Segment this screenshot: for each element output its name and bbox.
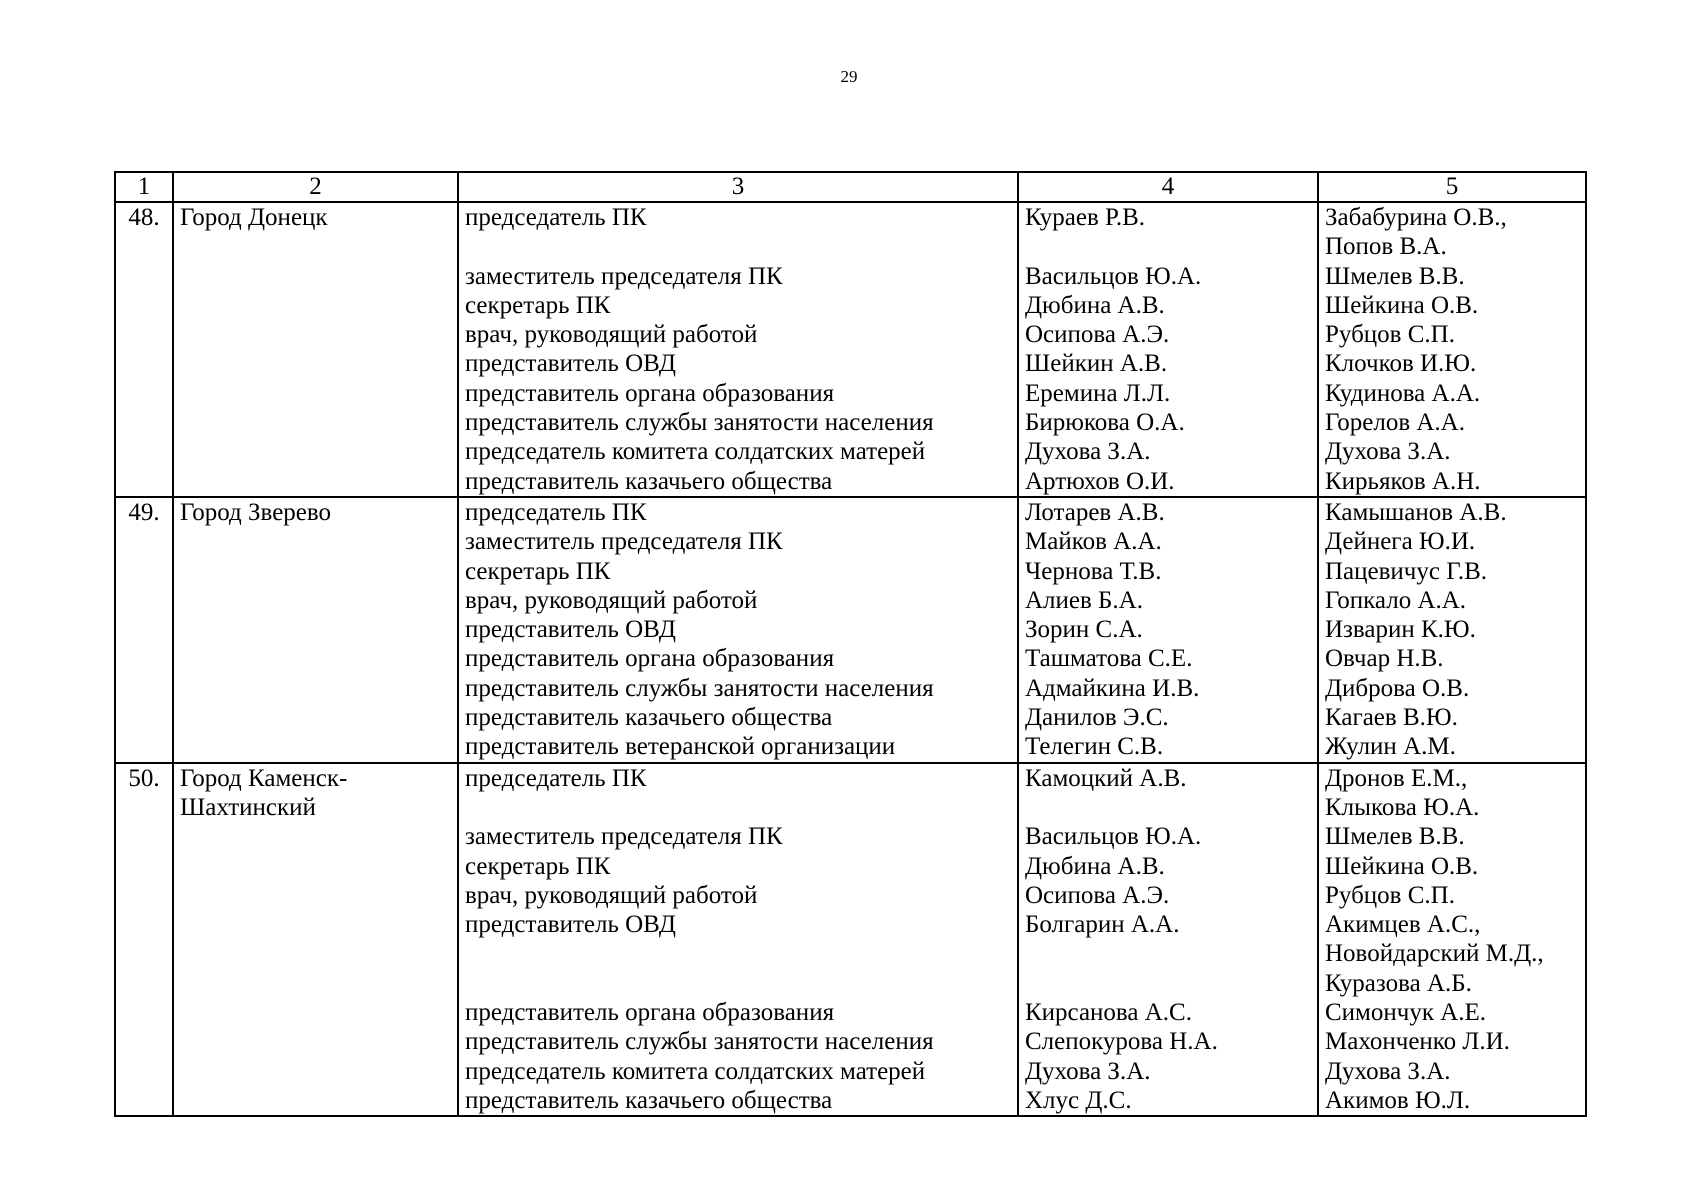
role-text: представитель казачьего общества bbox=[465, 704, 833, 732]
member-entry bbox=[1025, 408, 1311, 437]
header-cell-5: 5 bbox=[1318, 172, 1586, 202]
member-entry bbox=[1025, 498, 1311, 527]
reserve-entry bbox=[1325, 1086, 1579, 1115]
role-text: представитель ОВД bbox=[465, 616, 676, 644]
member-name: Кураев Р.В. bbox=[1025, 204, 1145, 231]
reserve-name: Шейкина О.В. bbox=[1325, 852, 1479, 880]
reserve-name: Пацевичус Г.В. bbox=[1325, 557, 1488, 585]
row-number-cell: 49. bbox=[115, 497, 173, 763]
member-entry bbox=[1025, 998, 1311, 1027]
role-entry bbox=[465, 732, 1011, 761]
reserve-entry bbox=[1325, 703, 1579, 732]
table-row bbox=[115, 497, 1586, 763]
city-name-line: Город Донецк bbox=[180, 204, 328, 231]
reserve-name: Шмелев В.В. bbox=[1325, 823, 1465, 851]
reserve-name: Забабурина О.В., bbox=[1325, 204, 1507, 231]
city-cell bbox=[173, 763, 458, 1117]
member-cell bbox=[1018, 497, 1318, 763]
member-name: Шейкин А.В. bbox=[1025, 350, 1168, 378]
header-row bbox=[115, 172, 1586, 202]
role-entry bbox=[465, 379, 1011, 408]
reserve-entry bbox=[1325, 998, 1579, 1027]
reserve-name: Клочков И.Ю. bbox=[1325, 350, 1477, 378]
reserve-name: Жулин А.М. bbox=[1325, 733, 1456, 761]
role-text: представитель ОВД bbox=[465, 350, 676, 378]
reserve-entry bbox=[1325, 881, 1579, 910]
role-text: заместитель председателя ПК bbox=[465, 262, 783, 290]
member-name: Васильцов Ю.А. bbox=[1025, 823, 1202, 851]
reserve-entry bbox=[1325, 320, 1579, 349]
reserve-name: Кагаев В.Ю. bbox=[1325, 704, 1458, 732]
member-name: Майков А.А. bbox=[1025, 528, 1162, 556]
role-entry bbox=[465, 910, 1011, 998]
member-name: Адмайкина И.В. bbox=[1025, 674, 1200, 702]
role-text: представитель органа образования bbox=[465, 379, 835, 407]
city-cell bbox=[173, 497, 458, 763]
reserve-name: Новойдарский М.Д., bbox=[1325, 940, 1544, 968]
reserve-entry bbox=[1325, 557, 1579, 586]
role-entry bbox=[465, 203, 1011, 262]
role-entry bbox=[465, 498, 1011, 527]
reserve-name: Клыкова Ю.А. bbox=[1325, 793, 1480, 821]
role-text: секретарь ПК bbox=[465, 557, 611, 585]
reserve-name: Дейнега Ю.И. bbox=[1325, 528, 1476, 556]
role-entry bbox=[465, 703, 1011, 732]
role-text: врач, руководящий работой bbox=[465, 321, 758, 349]
reserve-entry bbox=[1325, 615, 1579, 644]
reserve-entry bbox=[1325, 437, 1579, 466]
role-entry bbox=[465, 1057, 1011, 1086]
reserve-entry bbox=[1325, 408, 1579, 437]
member-entry bbox=[1025, 262, 1311, 291]
role-entry bbox=[465, 586, 1011, 615]
reserve-entry bbox=[1325, 527, 1579, 556]
row-number-cell: 50. bbox=[115, 763, 173, 1117]
reserve-name: Овчар Н.В. bbox=[1325, 645, 1444, 673]
member-name: Дюбина А.В. bbox=[1025, 852, 1165, 880]
role-text: представитель службы занятости населения bbox=[465, 1028, 934, 1056]
member-entry bbox=[1025, 291, 1311, 320]
role-text: секретарь ПК bbox=[465, 852, 611, 880]
table-body bbox=[115, 202, 1586, 1116]
member-entry bbox=[1025, 644, 1311, 673]
role-text: представитель казачьего общества bbox=[465, 1086, 833, 1114]
member-name: Камоцкий А.В. bbox=[1025, 764, 1187, 792]
role-text: председатель ПК bbox=[465, 204, 647, 231]
reserve-name: Кирьяков А.Н. bbox=[1325, 467, 1481, 495]
commission-table bbox=[114, 171, 1587, 1117]
reserve-entry bbox=[1325, 586, 1579, 615]
role-text: председатель комитета солдатских матерей bbox=[465, 1057, 926, 1085]
role-text: представитель казачьего общества bbox=[465, 467, 833, 495]
reserve-name: Изварин К.Ю. bbox=[1325, 616, 1476, 644]
table-row bbox=[115, 763, 1586, 1117]
role-text: заместитель председателя ПК bbox=[465, 823, 783, 851]
member-entry bbox=[1025, 674, 1311, 703]
reserve-name: Шмелев В.В. bbox=[1325, 262, 1465, 290]
reserve-name: Попов В.А. bbox=[1325, 233, 1447, 261]
city-name-line: Шахтинский bbox=[180, 793, 316, 821]
reserve-entry bbox=[1325, 498, 1579, 527]
role-text: представитель ветеранской организации bbox=[465, 733, 896, 761]
member-name: Болгарин А.А. bbox=[1025, 911, 1180, 939]
reserve-name: Рубцов С.П. bbox=[1325, 321, 1455, 349]
role-text: председатель ПК bbox=[465, 498, 647, 526]
role-entry bbox=[465, 615, 1011, 644]
role-entry bbox=[465, 1027, 1011, 1056]
reserve-entry bbox=[1325, 764, 1579, 823]
reserve-name: Гопкало А.А. bbox=[1325, 586, 1467, 614]
role-entry bbox=[465, 852, 1011, 881]
reserve-name: Махонченко Л.И. bbox=[1325, 1028, 1510, 1056]
member-name: Васильцов Ю.А. bbox=[1025, 262, 1202, 290]
reserve-name: Рубцов С.П. bbox=[1325, 881, 1455, 909]
role-text: представитель службы занятости населения bbox=[465, 409, 934, 437]
role-text: секретарь ПК bbox=[465, 291, 611, 319]
city-cell bbox=[173, 202, 458, 497]
role-entry bbox=[465, 320, 1011, 349]
member-entry bbox=[1025, 910, 1311, 998]
member-name: Чернова Т.В. bbox=[1025, 557, 1162, 585]
member-entry bbox=[1025, 557, 1311, 586]
member-name: Дюбина А.В. bbox=[1025, 291, 1165, 319]
role-entry bbox=[465, 408, 1011, 437]
member-name: Ташматова С.Е. bbox=[1025, 645, 1193, 673]
member-name: Духова З.А. bbox=[1025, 438, 1151, 466]
member-entry bbox=[1025, 852, 1311, 881]
role-cell bbox=[458, 202, 1018, 497]
city-name-line: Город Каменск- bbox=[180, 764, 348, 792]
member-name: Бирюкова О.А. bbox=[1025, 409, 1185, 437]
member-name: Телегин С.В. bbox=[1025, 733, 1164, 761]
role-text: представитель службы занятости населения bbox=[465, 674, 934, 702]
role-entry bbox=[465, 349, 1011, 378]
member-entry bbox=[1025, 349, 1311, 378]
member-name: Слепокурова Н.А. bbox=[1025, 1028, 1218, 1056]
role-text: председатель ПК bbox=[465, 764, 647, 792]
reserve-cell bbox=[1318, 763, 1586, 1117]
member-entry bbox=[1025, 467, 1311, 496]
reserve-entry bbox=[1325, 852, 1579, 881]
role-entry bbox=[465, 437, 1011, 466]
member-entry bbox=[1025, 703, 1311, 732]
role-entry bbox=[465, 644, 1011, 673]
reserve-entry bbox=[1325, 732, 1579, 761]
reserve-cell bbox=[1318, 497, 1586, 763]
role-entry bbox=[465, 998, 1011, 1027]
header-cell-3: 3 bbox=[458, 172, 1018, 202]
member-name: Духова З.А. bbox=[1025, 1057, 1151, 1085]
member-entry bbox=[1025, 437, 1311, 466]
reserve-entry bbox=[1325, 467, 1579, 496]
reserve-name: Диброва О.В. bbox=[1325, 674, 1470, 702]
member-entry bbox=[1025, 1057, 1311, 1086]
role-entry bbox=[465, 291, 1011, 320]
reserve-name: Акимов Ю.Л. bbox=[1325, 1086, 1471, 1114]
role-text: представитель органа образования bbox=[465, 645, 835, 673]
reserve-name: Куразова А.Б. bbox=[1325, 969, 1472, 997]
member-entry bbox=[1025, 881, 1311, 910]
member-entry bbox=[1025, 320, 1311, 349]
reserve-name: Дронов Е.М., bbox=[1325, 764, 1468, 792]
role-entry bbox=[465, 822, 1011, 851]
member-cell bbox=[1018, 202, 1318, 497]
role-cell bbox=[458, 497, 1018, 763]
reserve-cell bbox=[1318, 202, 1586, 497]
member-entry bbox=[1025, 203, 1311, 262]
member-entry bbox=[1025, 764, 1311, 823]
role-entry bbox=[465, 764, 1011, 823]
reserve-name: Шейкина О.В. bbox=[1325, 291, 1479, 319]
role-text: представитель ОВД bbox=[465, 911, 676, 939]
reserve-name: Горелов А.А. bbox=[1325, 409, 1465, 437]
reserve-name: Акимцев А.С., bbox=[1325, 911, 1481, 939]
reserve-entry bbox=[1325, 1057, 1579, 1086]
member-name: Еремина Л.Л. bbox=[1025, 379, 1171, 407]
member-name: Артюхов О.И. bbox=[1025, 467, 1175, 495]
role-entry bbox=[465, 557, 1011, 586]
reserve-entry bbox=[1325, 1027, 1579, 1056]
reserve-entry bbox=[1325, 379, 1579, 408]
role-text: врач, руководящий работой bbox=[465, 586, 758, 614]
role-entry bbox=[465, 527, 1011, 556]
member-entry bbox=[1025, 379, 1311, 408]
reserve-entry bbox=[1325, 203, 1579, 262]
member-entry bbox=[1025, 732, 1311, 761]
page-number: 29 bbox=[840, 67, 858, 86]
member-name: Осипова А.Э. bbox=[1025, 881, 1170, 909]
reserve-name: Духова З.А. bbox=[1325, 438, 1451, 466]
role-entry bbox=[465, 467, 1011, 496]
role-entry bbox=[465, 1086, 1011, 1115]
role-text: врач, руководящий работой bbox=[465, 881, 758, 909]
role-entry bbox=[465, 881, 1011, 910]
role-entry bbox=[465, 262, 1011, 291]
member-name: Осипова А.Э. bbox=[1025, 321, 1170, 349]
reserve-name: Духова З.А. bbox=[1325, 1057, 1451, 1085]
reserve-name: Симончук А.Е. bbox=[1325, 999, 1487, 1027]
member-name: Кирсанова А.С. bbox=[1025, 999, 1192, 1027]
role-text: председатель комитета солдатских матерей bbox=[465, 438, 926, 466]
member-name: Лотарев А.В. bbox=[1025, 498, 1165, 526]
member-name: Зорин С.А. bbox=[1025, 616, 1143, 644]
header-cell-2: 2 bbox=[173, 172, 458, 202]
role-entry bbox=[465, 674, 1011, 703]
reserve-entry bbox=[1325, 644, 1579, 673]
header-cell-1: 1 bbox=[115, 172, 173, 202]
member-name: Хлус Д.С. bbox=[1025, 1086, 1132, 1114]
reserve-entry bbox=[1325, 291, 1579, 320]
member-entry bbox=[1025, 615, 1311, 644]
row-number-cell: 48. bbox=[115, 202, 173, 497]
header-cell-4: 4 bbox=[1018, 172, 1318, 202]
member-entry bbox=[1025, 527, 1311, 556]
reserve-entry bbox=[1325, 349, 1579, 378]
city-name-line: Город Зверево bbox=[180, 498, 332, 526]
member-name: Алиев Б.А. bbox=[1025, 586, 1143, 614]
role-text: заместитель председателя ПК bbox=[465, 528, 783, 556]
member-entry bbox=[1025, 822, 1311, 851]
reserve-entry bbox=[1325, 822, 1579, 851]
member-name: Данилов Э.С. bbox=[1025, 704, 1169, 732]
reserve-entry bbox=[1325, 262, 1579, 291]
role-cell bbox=[458, 763, 1018, 1117]
reserve-name: Камышанов А.В. bbox=[1325, 498, 1507, 526]
member-entry bbox=[1025, 586, 1311, 615]
member-entry bbox=[1025, 1086, 1311, 1115]
member-cell bbox=[1018, 763, 1318, 1117]
role-text: представитель органа образования bbox=[465, 999, 835, 1027]
reserve-entry bbox=[1325, 910, 1579, 998]
table-row bbox=[115, 202, 1586, 497]
member-entry bbox=[1025, 1027, 1311, 1056]
reserve-entry bbox=[1325, 674, 1579, 703]
reserve-name: Кудинова А.А. bbox=[1325, 379, 1481, 407]
